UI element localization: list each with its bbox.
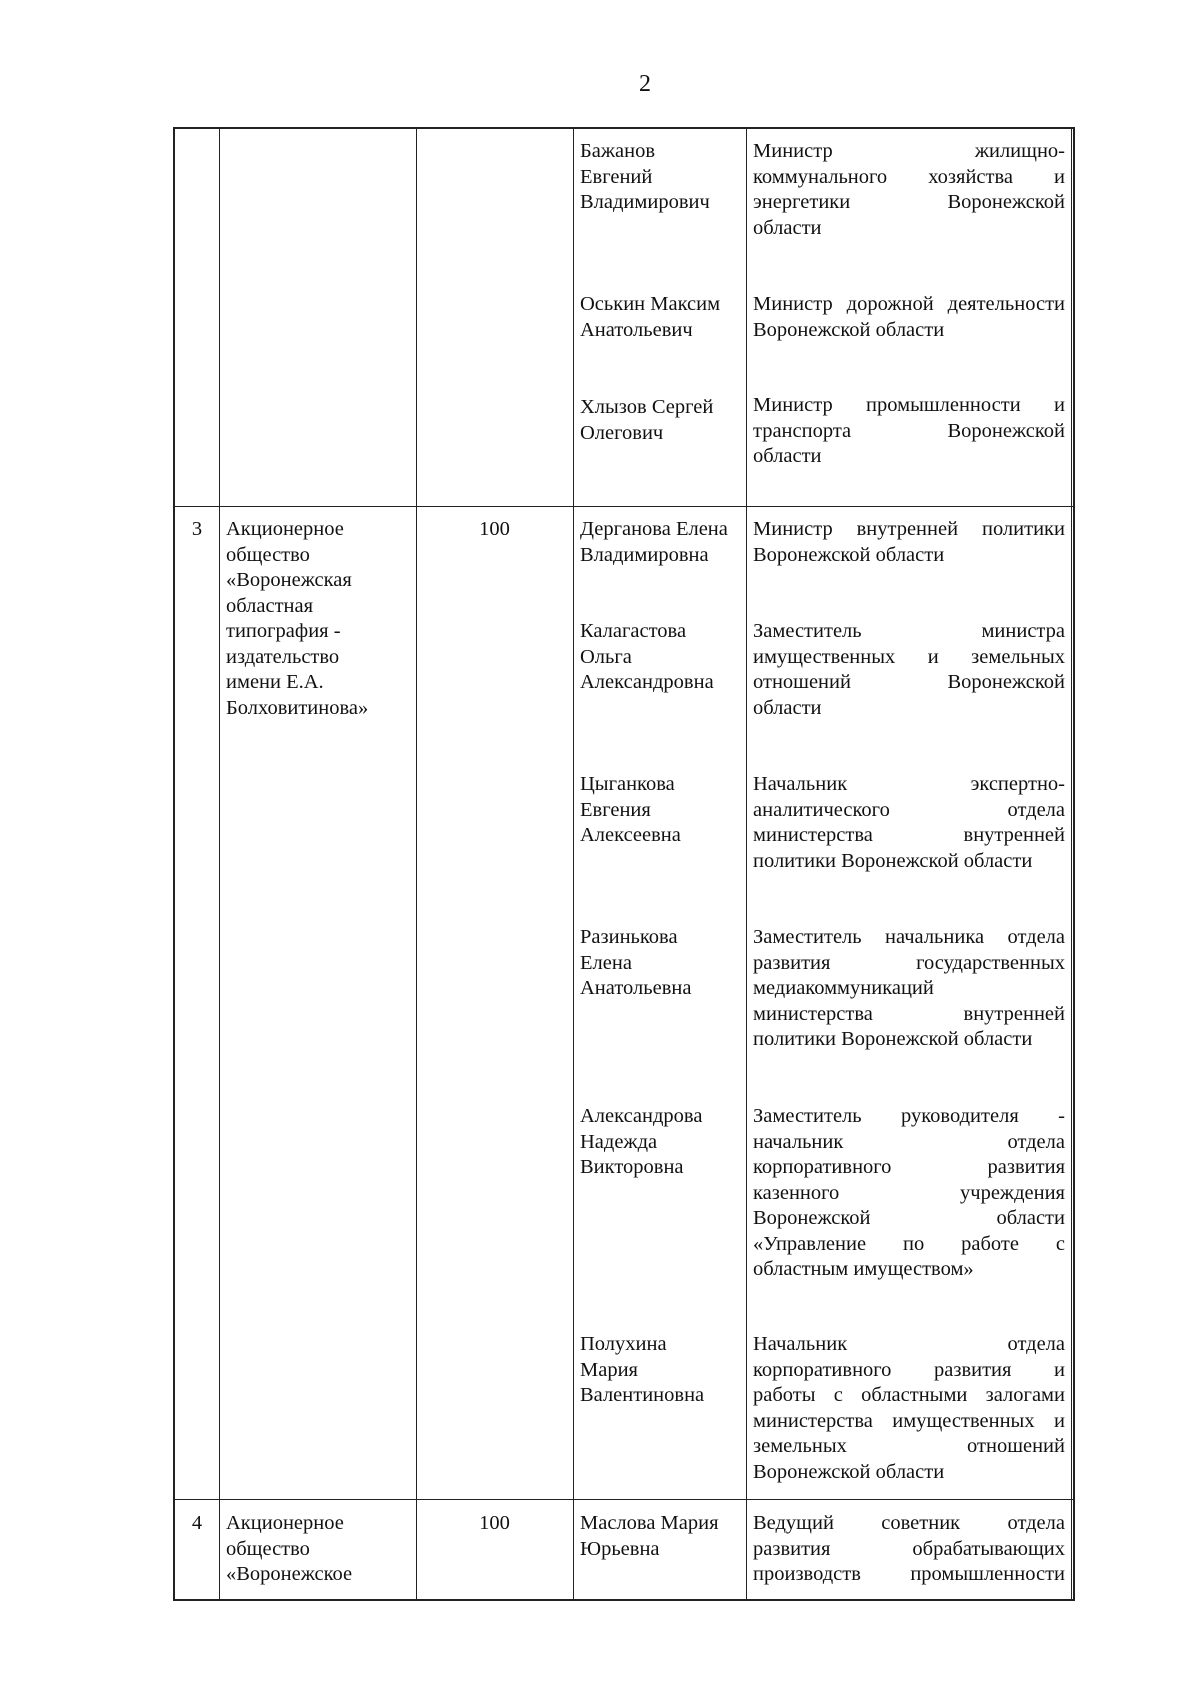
person-position: Министр дорожной деятельности Воронежской области — [753, 293, 1065, 341]
share-percent: 100 — [479, 518, 510, 540]
person-position: Министр жилищно- коммунального хозяйства и энергетики Воронежской области — [753, 140, 1065, 239]
row-number: 3 — [191, 518, 203, 540]
person-name: Калагастова Ольга Александровна — [580, 620, 714, 693]
column-divider — [573, 129, 574, 1599]
person-name: Хлызов Сергей Олегович — [580, 396, 714, 444]
person-position: Заместитель руководителя - начальник отдела корпоративного развития казенного учреждения Воронежской области «Управление по работе с областным имуществом» — [753, 1105, 1065, 1280]
person-name: Бажанов Евгений Владимирович — [580, 140, 710, 213]
row-divider — [175, 1499, 1073, 1500]
column-divider — [219, 129, 220, 1599]
person-position: Начальник экспертно- аналитического отдела министерства внутренней политики Воронежской области — [753, 773, 1065, 872]
column-divider — [746, 129, 747, 1599]
person-position: Ведущий советник отдела развития обрабатывающих производств промышленности — [753, 1512, 1065, 1585]
column-divider — [1071, 129, 1072, 1599]
page-number: 2 — [639, 71, 651, 97]
person-name: Маслова Мария Юрьевна — [580, 1512, 719, 1560]
row-divider — [175, 506, 1073, 507]
organization-name: Акционерное общество «Воронежская областная типография - издательство имени Е.А. Болховитинова» — [226, 518, 369, 719]
person-name: Оськин Максим Анатольевич — [580, 293, 721, 341]
organization-name: Акционерное общество «Воронежское — [226, 1512, 353, 1585]
person-position: Министр промышленности и транспорта Воронежской области — [753, 394, 1065, 467]
column-divider — [416, 129, 417, 1599]
person-name: Дерганова Елена Владимировна — [580, 518, 728, 566]
person-name: Цыганкова Евгения Алексеевна — [580, 773, 681, 846]
document-table — [173, 127, 1075, 1601]
person-name: Полухина Мария Валентиновна — [580, 1333, 705, 1406]
person-name: Александрова Надежда Викторовна — [580, 1105, 703, 1178]
person-name: Разинькова Елена Анатольевна — [580, 926, 692, 999]
person-position: Министр внутренней политики Воронежской области — [753, 518, 1065, 566]
person-position: Заместитель начальника отдела развития государственных медиакоммуникаций министерства внутренней политики Воронежской области — [753, 926, 1065, 1050]
share-percent: 100 — [479, 1512, 510, 1534]
person-position: Начальник отдела корпоративного развития и работы с областными залогами министерства имущественных и земельных отношений Воронежской области — [753, 1333, 1065, 1483]
person-position: Заместитель министра имущественных и земельных отношений Воронежской области — [753, 620, 1065, 719]
row-number: 4 — [191, 1512, 203, 1534]
